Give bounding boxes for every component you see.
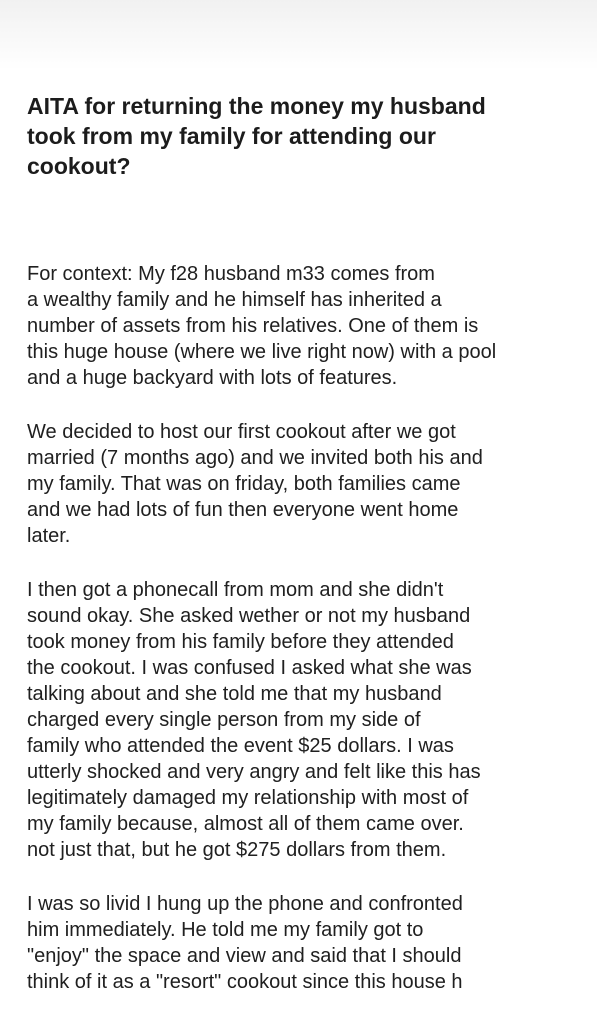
bottom-fade-region <box>0 1002 597 1024</box>
post-title: AITA for returning the money my husband took from my family for attending our cookout? <box>27 93 486 179</box>
paragraph-phonecall: I then got a phonecall from mom and she didn't sound okay. She asked wether or not my husband took money from his family before they attended the cookout. I was confused I asked what she was talking about and she told me that my husband charged every single person from my side of family who attended the event $25 dollars. I was utterly shocked and very angry and felt like this has legitimately damaged my relationship with most of my family because, almost all of them came over. not just that, but he got $275 dollars from them. <box>27 579 481 861</box>
top-fade-region <box>0 0 597 70</box>
paragraph-cookout: We decided to host our first cookout after we got married (7 months ago) and we invited both his and my family. That was on friday, both families came and we had lots of fun then everyone went home later. <box>27 421 483 547</box>
paragraph-context: For context: My f28 husband m33 comes from a wealthy family and he himself has inherited a number of assets from his relatives. One of them is this huge house (where we live right now) with a pool and a huge backyard with lots of features. <box>27 263 497 389</box>
post-body <box>27 261 572 1023</box>
paragraph-confrontation: I was so livid I hung up the phone and confronted him immediately. He told me my family got to "enjoy" the space and view and said that I should think of it as a "resort" cookout since this house h <box>27 893 463 993</box>
